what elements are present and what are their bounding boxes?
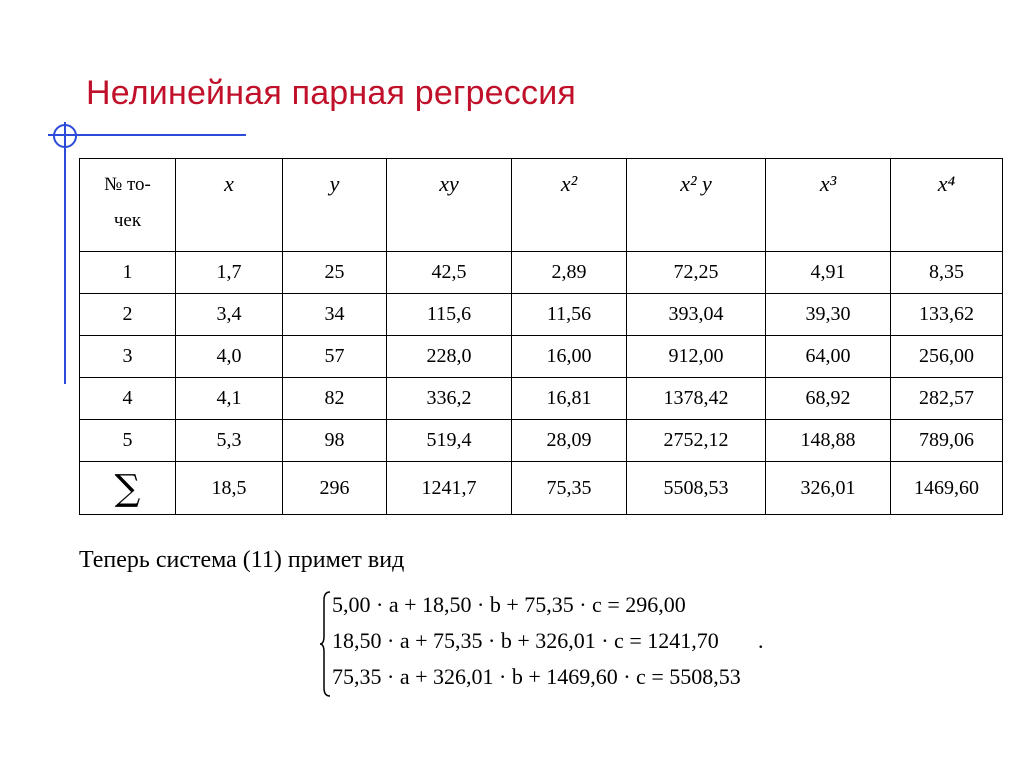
table-cell: 3,4 [176, 294, 283, 336]
table-cell: 2752,12 [627, 420, 766, 462]
table-cell: 1378,42 [627, 378, 766, 420]
table-cell: 39,30 [766, 294, 891, 336]
table-cell: 296 [283, 462, 387, 515]
table-cell: 1241,7 [387, 462, 512, 515]
table-sum-row [80, 462, 1003, 515]
table-cell: 5,3 [176, 420, 283, 462]
table-cell: 8,35 [891, 252, 1003, 294]
header-x4: x⁴ [891, 159, 1003, 252]
table-cell: 82 [283, 378, 387, 420]
table-cell: 912,00 [627, 336, 766, 378]
decorative-line-vertical [64, 122, 66, 384]
table-cell: 68,92 [766, 378, 891, 420]
header-x2: x² [512, 159, 627, 252]
decorative-circle-icon [53, 124, 77, 148]
left-brace-icon [320, 590, 332, 698]
sum-sigma-icon: ∑ [80, 462, 176, 515]
slide-title: Нелинейная парная регрессия [86, 74, 576, 112]
table-cell: 64,00 [766, 336, 891, 378]
table-cell: 326,01 [766, 462, 891, 515]
table-cell: 2 [80, 294, 176, 336]
table-cell: 148,88 [766, 420, 891, 462]
header-y: y [283, 159, 387, 252]
table-cell: 4,1 [176, 378, 283, 420]
table-cell: 228,0 [387, 336, 512, 378]
table-cell: 28,09 [512, 420, 627, 462]
table-cell: 115,6 [387, 294, 512, 336]
regression-table [79, 158, 1003, 515]
table-cell: 4,0 [176, 336, 283, 378]
table-cell: 336,2 [387, 378, 512, 420]
table-cell: 2,89 [512, 252, 627, 294]
table-cell: 34 [283, 294, 387, 336]
table-cell: 75,35 [512, 462, 627, 515]
table-row [80, 294, 1003, 336]
table-cell: 4,91 [766, 252, 891, 294]
table-cell: 42,5 [387, 252, 512, 294]
table-cell: 18,5 [176, 462, 283, 515]
equation-1: 5,00 · a + 18,50 · b + 75,35 · c = 296,00 [332, 592, 686, 617]
table-cell: 519,4 [387, 420, 512, 462]
table-header-row [80, 159, 1003, 252]
equation-3: 75,35 · a + 326,01 · b + 1469,60 · c = 5508,53 [332, 664, 741, 689]
table-cell: 1 [80, 252, 176, 294]
header-xy: xy [387, 159, 512, 252]
table-row [80, 252, 1003, 294]
table-row [80, 378, 1003, 420]
header-point-number: № то- чек [80, 159, 176, 252]
table-cell: 4 [80, 378, 176, 420]
table-cell: 282,57 [891, 378, 1003, 420]
table-cell: 393,04 [627, 294, 766, 336]
table-cell: 11,56 [512, 294, 627, 336]
header-x: x [176, 159, 283, 252]
decorative-line-horizontal [48, 134, 246, 136]
header-x3: x³ [766, 159, 891, 252]
table-row [80, 420, 1003, 462]
equations-end-mark: . [758, 628, 764, 653]
table-cell: 3 [80, 336, 176, 378]
table-cell: 16,00 [512, 336, 627, 378]
table-cell: 1469,60 [891, 462, 1003, 515]
table-cell: 1,7 [176, 252, 283, 294]
table-row [80, 336, 1003, 378]
table-cell: 25 [283, 252, 387, 294]
table-cell: 133,62 [891, 294, 1003, 336]
table-cell: 98 [283, 420, 387, 462]
table-cell: 57 [283, 336, 387, 378]
table-cell: 72,25 [627, 252, 766, 294]
header-x2y: x² y [627, 159, 766, 252]
equation-2: 18,50 · a + 75,35 · b + 326,01 · c = 1241,70 [332, 628, 719, 653]
system-intro-text: Теперь система (11) примет вид [79, 547, 405, 573]
table-cell: 16,81 [512, 378, 627, 420]
table-cell: 5 [80, 420, 176, 462]
equation-system [320, 590, 780, 702]
table-cell: 5508,53 [627, 462, 766, 515]
table-cell: 789,06 [891, 420, 1003, 462]
table-cell: 256,00 [891, 336, 1003, 378]
